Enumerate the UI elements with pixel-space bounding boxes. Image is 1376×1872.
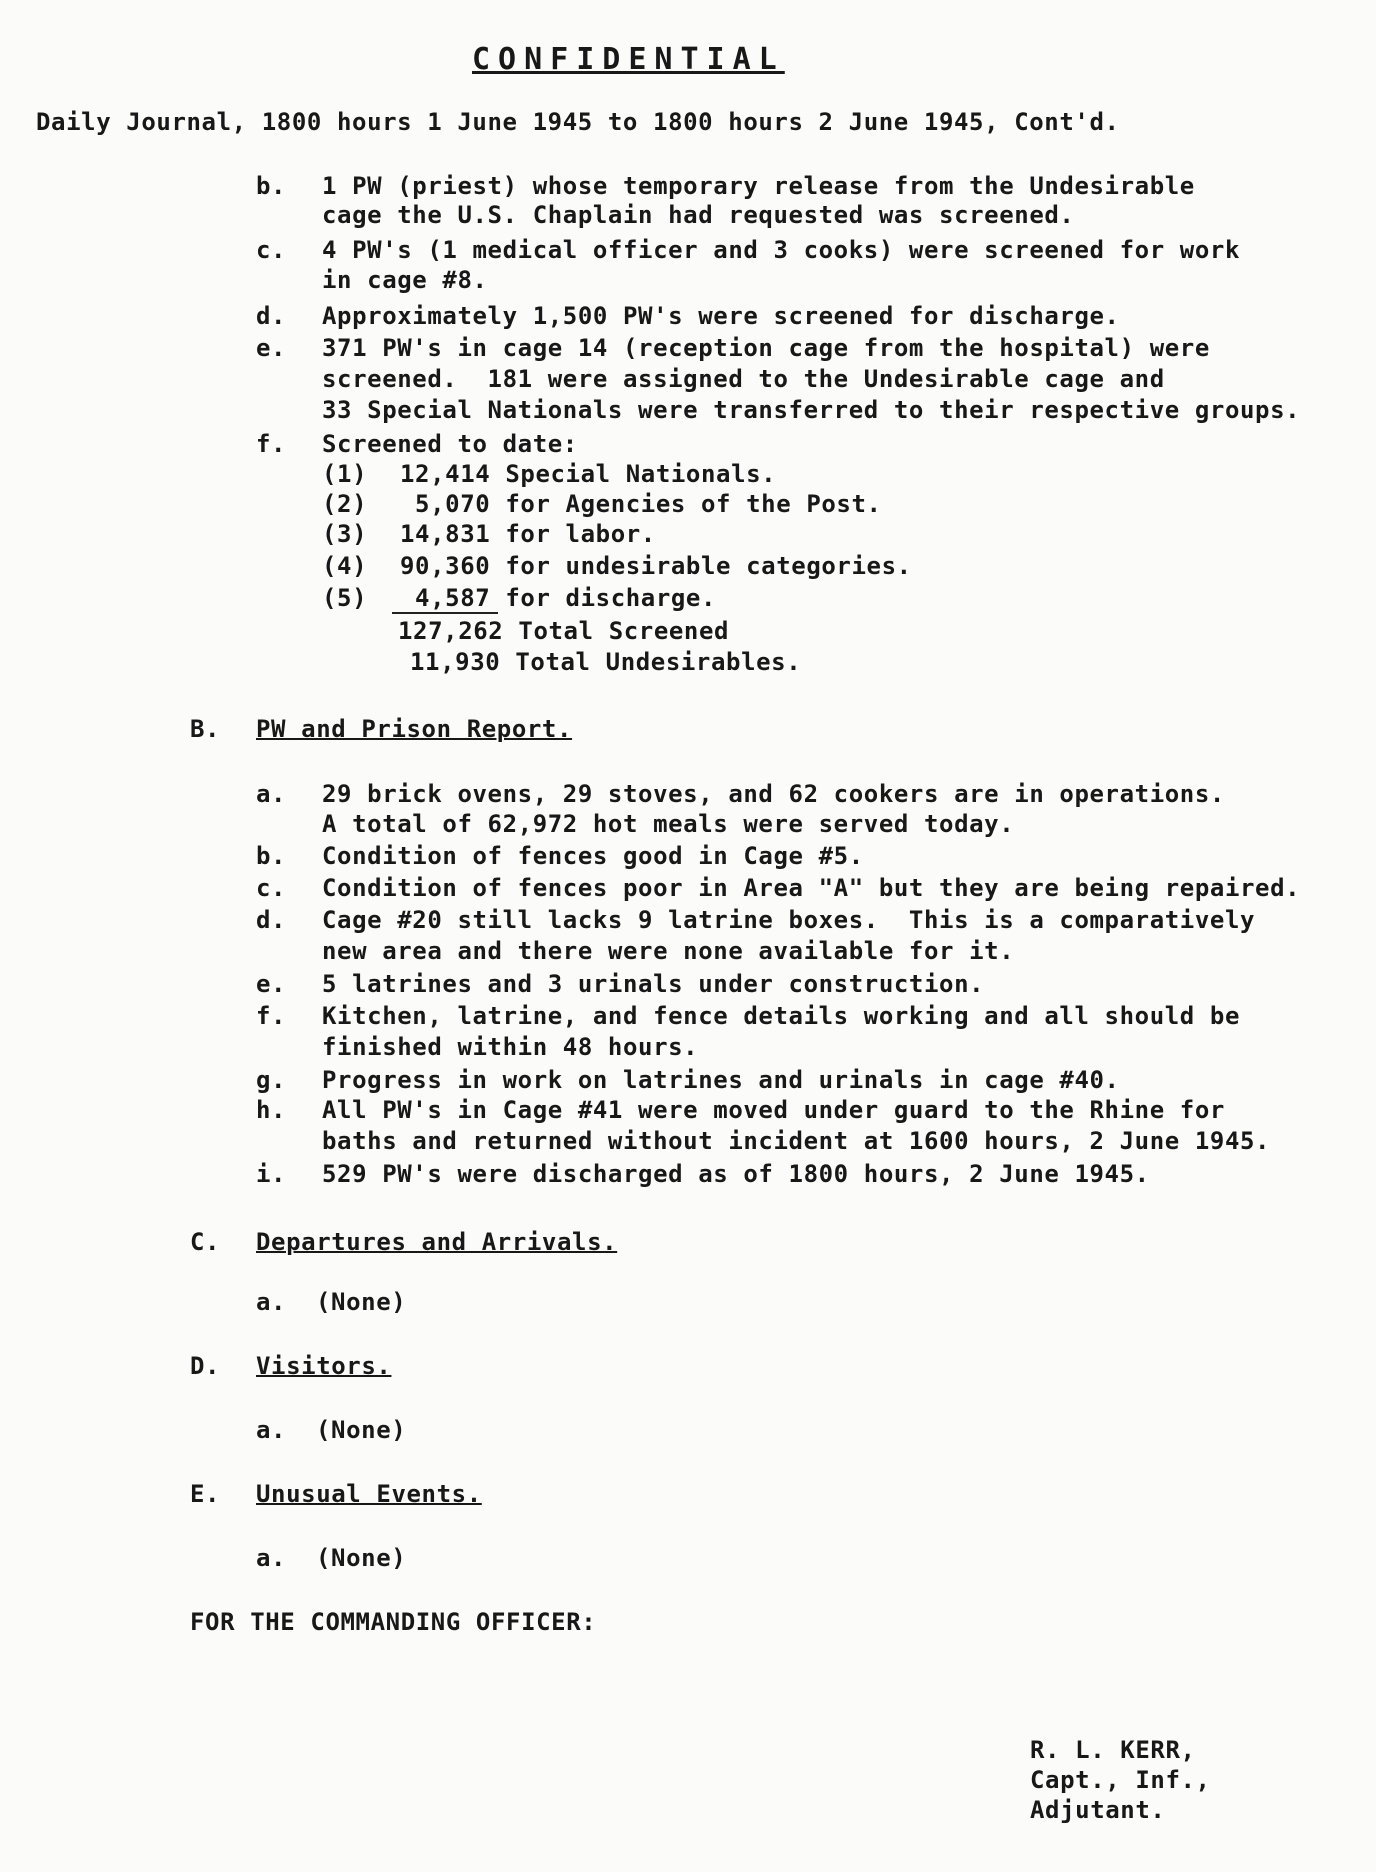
item-line: 1 PW (priest) whose temporary release from the Undesirable xyxy=(322,172,1195,200)
item-line: Condition of fences poor in Area "A" but they are being repaired. xyxy=(322,874,1301,902)
item-line: (None) xyxy=(316,1416,407,1444)
list-number: (5) xyxy=(322,584,368,612)
total-screened: 127,262 Total Screened xyxy=(398,617,730,645)
signature-rank: Capt., Inf., xyxy=(1030,1766,1211,1794)
list-item: 12,414 Special Nationals. xyxy=(400,460,777,488)
item-letter: e. xyxy=(256,334,287,362)
item-letter: a. xyxy=(256,1288,287,1316)
item-letter: c. xyxy=(256,874,287,902)
item-line: new area and there were none available for it. xyxy=(322,937,1015,965)
journal-heading: Daily Journal, 1800 hours 1 June 1945 to 1800 hours 2 June 1945, Cont'd. xyxy=(36,108,1120,136)
item-letter: a. xyxy=(256,780,287,808)
section-title: Visitors. xyxy=(256,1352,392,1380)
item-line: 529 PW's were discharged as of 1800 hours, 2 June 1945. xyxy=(322,1160,1150,1188)
section-title: Departures and Arrivals. xyxy=(256,1228,618,1256)
item-letter: d. xyxy=(256,302,287,330)
item-line: Cage #20 still lacks 9 latrine boxes. This is a comparatively xyxy=(322,906,1256,934)
item-letter: c. xyxy=(256,236,287,264)
item-line: A total of 62,972 hot meals were served today. xyxy=(322,810,1015,838)
item-letter: a. xyxy=(256,1544,287,1572)
item-line: screened. 181 were assigned to the Undesirable cage and xyxy=(322,365,1165,393)
list-item: 14,831 for labor. xyxy=(400,520,656,548)
list-number: (1) xyxy=(322,460,368,488)
item-letter: e. xyxy=(256,970,287,998)
item-line: Kitchen, latrine, and fence details working and all should be xyxy=(322,1002,1241,1030)
item-line: 4 PW's (1 medical officer and 3 cooks) were screened for work xyxy=(322,236,1241,264)
section-letter: E. xyxy=(190,1480,221,1508)
item-line: Progress in work on latrines and urinals in cage #40. xyxy=(322,1066,1120,1094)
list-number: (4) xyxy=(322,552,368,580)
closing-line: FOR THE COMMANDING OFFICER: xyxy=(190,1608,597,1636)
item-line: Screened to date: xyxy=(322,430,578,458)
list-item: 4,587 for discharge. xyxy=(400,584,717,612)
item-line: All PW's in Cage #41 were moved under guard to the Rhine for xyxy=(322,1096,1225,1124)
item-line: 29 brick ovens, 29 stoves, and 62 cookers are in operations. xyxy=(322,780,1225,808)
total-undesirables: 11,930 Total Undesirables. xyxy=(410,648,802,676)
item-line: 33 Special Nationals were transferred to their respective groups. xyxy=(322,396,1301,424)
signature-name: R. L. KERR, xyxy=(1030,1736,1196,1764)
section-letter: B. xyxy=(190,715,221,743)
item-line: cage the U.S. Chaplain had requested was screened. xyxy=(322,201,1075,229)
section-title: Unusual Events. xyxy=(256,1480,482,1508)
item-line: in cage #8. xyxy=(322,266,488,294)
list-number: (3) xyxy=(322,520,368,548)
item-letter: f. xyxy=(256,1002,287,1030)
classification-heading: CONFIDENTIAL xyxy=(472,42,785,77)
section-title: PW and Prison Report. xyxy=(256,715,573,743)
section-letter: C. xyxy=(190,1228,221,1256)
item-letter: g. xyxy=(256,1066,287,1094)
item-line: 371 PW's in cage 14 (reception cage from the hospital) were xyxy=(322,334,1210,362)
item-line: 5 latrines and 3 urinals under construction. xyxy=(322,970,985,998)
item-line: baths and returned without incident at 1600 hours, 2 June 1945. xyxy=(322,1127,1271,1155)
item-letter: b. xyxy=(256,172,287,200)
item-letter: i. xyxy=(256,1160,287,1188)
item-letter: f. xyxy=(256,430,287,458)
item-letter: d. xyxy=(256,906,287,934)
item-line: Condition of fences good in Cage #5. xyxy=(322,842,864,870)
item-line: Approximately 1,500 PW's were screened for discharge. xyxy=(322,302,1120,330)
list-item: 5,070 for Agencies of the Post. xyxy=(400,490,882,518)
item-letter: b. xyxy=(256,842,287,870)
item-line: finished within 48 hours. xyxy=(322,1033,699,1061)
signature-title: Adjutant. xyxy=(1030,1796,1166,1824)
section-letter: D. xyxy=(190,1352,221,1380)
item-line: (None) xyxy=(316,1544,407,1572)
item-line: (None) xyxy=(316,1288,407,1316)
item-letter: h. xyxy=(256,1096,287,1124)
list-number: (2) xyxy=(322,490,368,518)
sum-underline xyxy=(392,612,498,614)
item-letter: a. xyxy=(256,1416,287,1444)
list-item: 90,360 for undesirable categories. xyxy=(400,552,912,580)
